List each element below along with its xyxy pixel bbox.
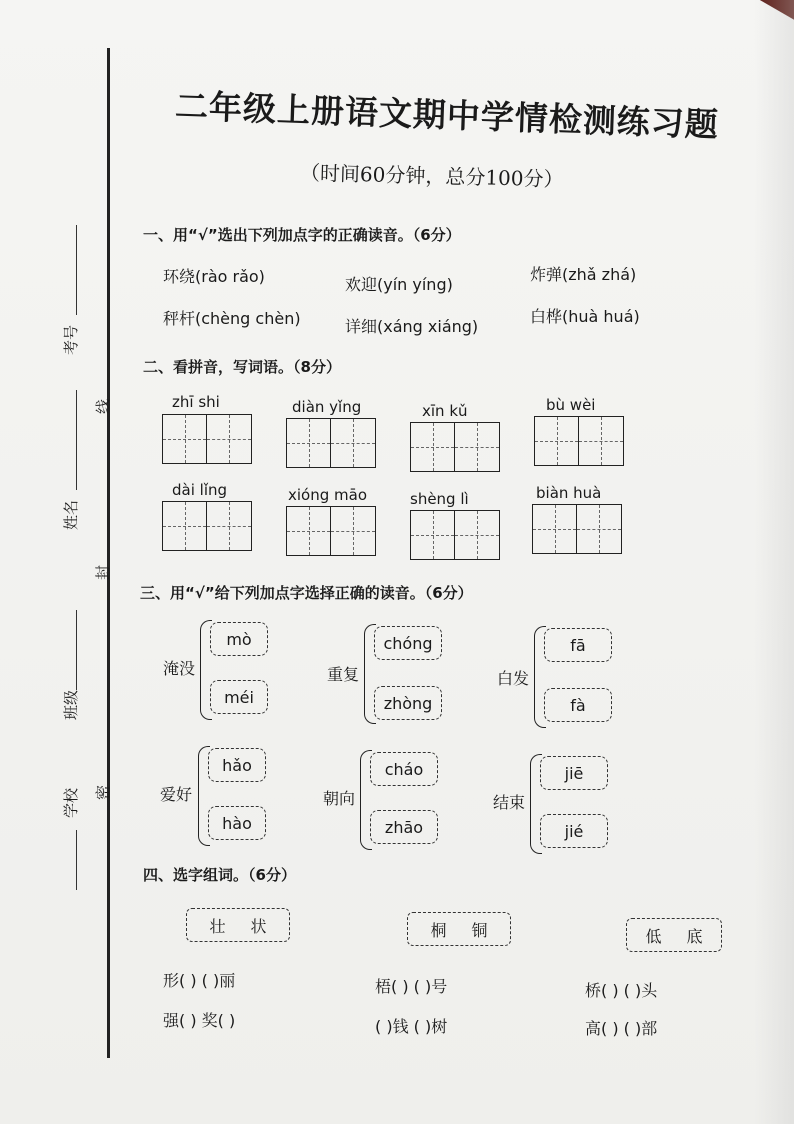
page-subtitle: （时间60分钟，总分100分） bbox=[299, 160, 564, 192]
write-grid-1[interactable] bbox=[162, 414, 252, 464]
pinyin-6: xióng māo bbox=[288, 486, 367, 504]
pinyin-7: shèng lì bbox=[410, 490, 469, 508]
label-xingming: 姓名 bbox=[62, 499, 80, 530]
write-grid-3[interactable] bbox=[410, 422, 500, 472]
q3-option-2b[interactable]: zhòng bbox=[374, 686, 442, 720]
write-grid-2[interactable] bbox=[286, 418, 376, 468]
label-kaohao: 考号 bbox=[62, 324, 80, 355]
label-banji: 班级 bbox=[62, 689, 80, 720]
q3-word-3: 白发 bbox=[497, 669, 530, 688]
write-grid-4[interactable] bbox=[534, 416, 624, 466]
label-mi: 密 bbox=[94, 784, 112, 800]
section2-heading: 二、看拼音，写词语。（8分） bbox=[143, 358, 341, 376]
q3-option-4a[interactable]: hǎo bbox=[208, 748, 266, 782]
label-xuexiao: 学校 bbox=[62, 787, 80, 818]
pinyin-2: diàn yǐng bbox=[292, 398, 362, 416]
pinyin-3: xīn kǔ bbox=[422, 402, 468, 420]
q3-word-1: 淹没 bbox=[163, 659, 196, 678]
q1-item-2[interactable]: 欢迎(yín yíng) bbox=[345, 275, 453, 294]
pinyin-1: zhī shi bbox=[172, 393, 220, 411]
section1-heading: 一、用“√”选出下列加点字的正确读音。（6分） bbox=[143, 226, 461, 244]
write-grid-8[interactable] bbox=[532, 504, 622, 554]
binding-line bbox=[107, 48, 110, 1058]
label-feng: 封 bbox=[94, 564, 112, 580]
q3-option-5a[interactable]: cháo bbox=[370, 752, 438, 786]
q3-option-3b[interactable]: fà bbox=[544, 688, 612, 722]
q3-option-2a[interactable]: chóng bbox=[374, 626, 442, 660]
q4-choice-1: 壮 状 bbox=[186, 908, 290, 942]
q1-item-5[interactable]: 详细(xáng xiáng) bbox=[345, 317, 479, 336]
q1-item-3[interactable]: 炸弹(zhǎ zhá) bbox=[530, 265, 637, 284]
page-title: 二年级上册语文期中学情检测练习题 bbox=[174, 86, 720, 145]
q3-word-2: 重复 bbox=[327, 665, 360, 684]
q4-row1-1[interactable]: 形( ) ( )丽 bbox=[163, 971, 236, 990]
q4-row1-2[interactable]: 梧( ) ( )号 bbox=[375, 977, 448, 996]
write-grid-5[interactable] bbox=[162, 501, 252, 551]
section3-heading: 三、用“√”给下列加点字选择正确的读音。（6分） bbox=[140, 584, 473, 602]
section4-heading: 四、选字组词。（6分） bbox=[143, 866, 296, 884]
label-xian: 线 bbox=[94, 398, 112, 414]
q3-option-3a[interactable]: fā bbox=[544, 628, 612, 662]
q3-option-1b[interactable]: méi bbox=[210, 680, 268, 714]
q4-choice-3: 低 底 bbox=[626, 918, 722, 952]
write-grid-7[interactable] bbox=[410, 510, 500, 560]
write-grid-6[interactable] bbox=[286, 506, 376, 556]
blank-kaohao bbox=[76, 225, 77, 315]
blank-xuexiao bbox=[76, 830, 77, 890]
pinyin-8: biàn huà bbox=[536, 484, 602, 502]
q3-word-4: 爱好 bbox=[160, 785, 193, 804]
q3-word-6: 结束 bbox=[493, 793, 526, 812]
q3-option-6a[interactable]: jiē bbox=[540, 756, 608, 790]
pinyin-5: dài lǐng bbox=[172, 481, 228, 499]
q4-row2-1[interactable]: 强( ) 奖( ) bbox=[163, 1011, 236, 1030]
q1-item-4[interactable]: 秤杆(chèng chèn) bbox=[163, 309, 301, 328]
q3-option-6b[interactable]: jié bbox=[540, 814, 608, 848]
q1-item-6[interactable]: 白桦(huà huá) bbox=[530, 307, 640, 326]
q3-option-1a[interactable]: mò bbox=[210, 622, 268, 656]
q3-option-4b[interactable]: hào bbox=[208, 806, 266, 840]
q4-choice-2: 桐 铜 bbox=[407, 912, 511, 946]
q1-item-1[interactable]: 环绕(rào rǎo) bbox=[163, 267, 265, 286]
page-edge bbox=[754, 0, 794, 1124]
q3-option-5b[interactable]: zhāo bbox=[370, 810, 438, 844]
q4-row1-3[interactable]: 桥( ) ( )头 bbox=[585, 981, 658, 1000]
pinyin-4: bù wèi bbox=[546, 396, 596, 414]
blank-banji bbox=[76, 610, 77, 690]
q4-row2-2[interactable]: ( )钱 ( )树 bbox=[375, 1017, 448, 1036]
q3-word-5: 朝向 bbox=[323, 789, 356, 808]
blank-xingming bbox=[76, 390, 77, 490]
q4-row2-3[interactable]: 高( ) ( )部 bbox=[585, 1019, 658, 1038]
